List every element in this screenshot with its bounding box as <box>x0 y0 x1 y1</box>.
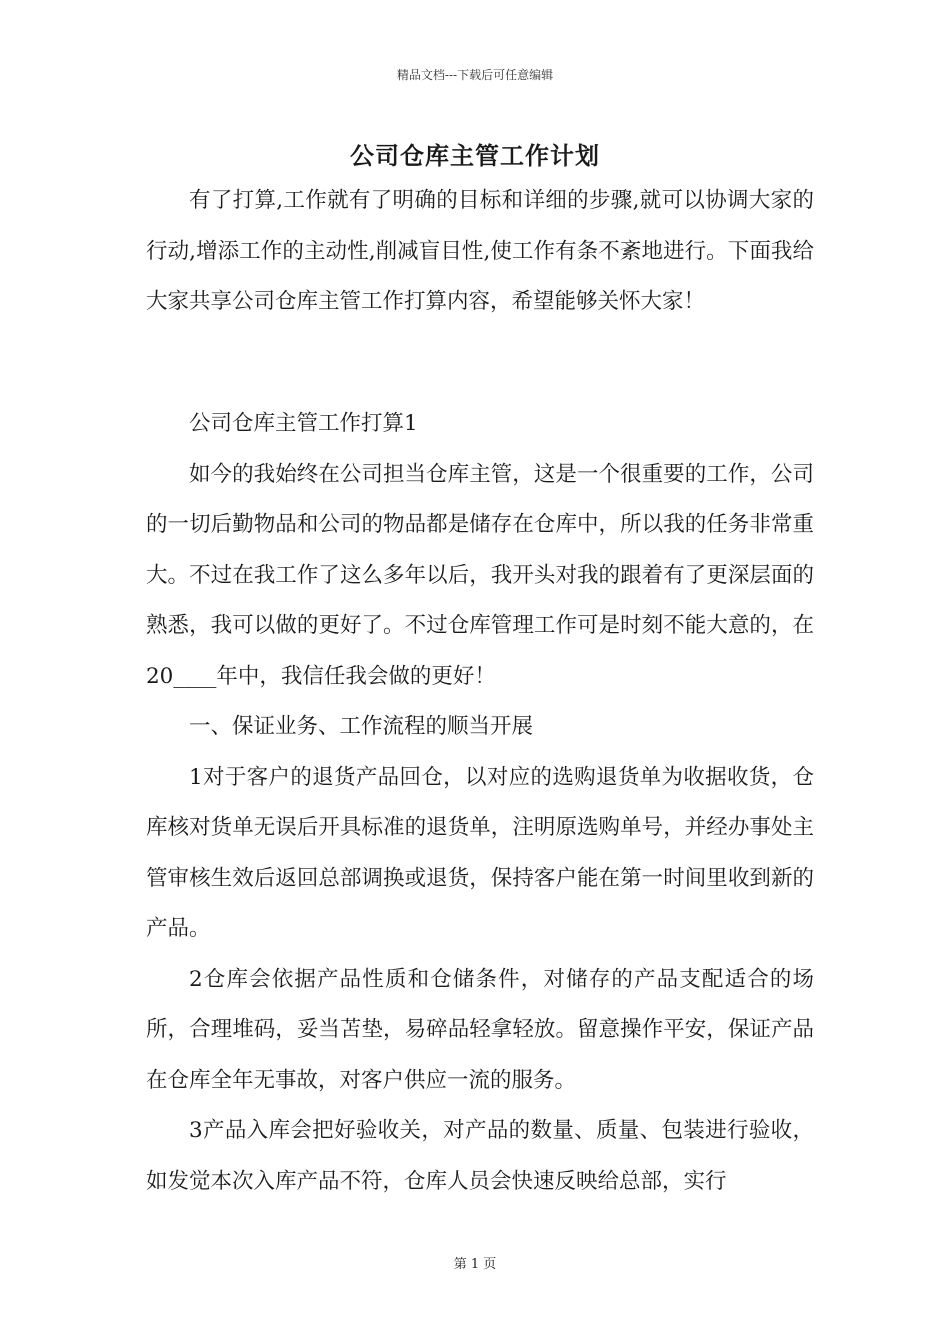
page-number: 第 1 页 <box>453 1257 497 1272</box>
main-section <box>146 399 814 1207</box>
body-paragraph-1: 如今的我始终在公司担当仓库主管，这是一个很重要的工作，公司的一切后勤物品和公司的物品都是储存在仓库中，所以我的任务非常重大。不过在我工作了这么多年以后，我开头对我的跟着有了更深层面的熟悉，我可以做的更好了。不过仓库管理工作可是时刻不能大意的，在20____年中，我信任我会做的更好！ <box>146 461 814 689</box>
body-paragraph-3: 2仓库会依据产品性质和仓储条件，对储存的产品支配适合的场所，合理堆码，妥当苫垫，易碎品轻拿轻放。留意操作平安，保证产品在仓库全年无事故，对客户供应一流的服务。 <box>146 966 814 1093</box>
document-title: 公司仓库主管工作计划 <box>350 141 600 170</box>
subsection-heading: 一、保证业务、工作流程的顺当开展 <box>189 714 534 739</box>
section-heading: 公司仓库主管工作打算1 <box>189 411 418 436</box>
page-header: 精品文档---下载后可任意编辑 <box>396 68 554 82</box>
intro-paragraph: 有了打算,工作就有了明确的目标和详细的步骤,就可以协调大家的行动,增添工作的主动性,削减盲目性,使工作有条不紊地进行。下面我给大家共享公司仓库主管工作打算内容，希望能够关怀大家！ <box>146 188 814 314</box>
intro-section <box>146 176 814 328</box>
body-paragraph-2: 1对于客户的退货产品回仓，以对应的选购退货单为收据收货，仓库核对货单无误后开具标准的退货单，注明原选购单号，并经办事处主管审核生效后返回总部调换或退货，保持客户能在第一时间里收到新的产品。 <box>146 764 814 941</box>
body-paragraph-4: 3产品入库会把好验收关，对产品的数量、质量、包装进行验收，如发觉本次入库产品不符，仓库人员会快速反映给总部，实行 <box>146 1118 814 1194</box>
